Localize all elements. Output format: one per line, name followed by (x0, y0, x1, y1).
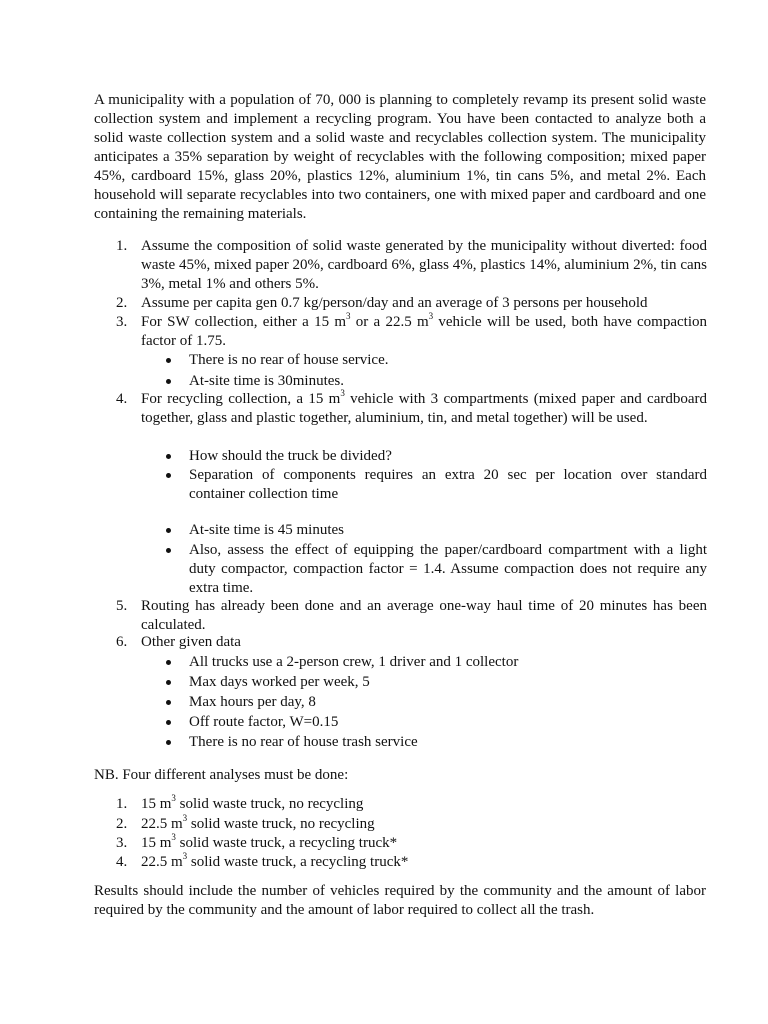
results-paragraph: Results should include the number of vehicles required by the community and the amount of labor required by the community and the amount of labor required to collect all the trash. (94, 883, 706, 918)
list-number: 3. (116, 835, 128, 851)
bullet-text: How should the truck be divided? (189, 448, 392, 464)
list-number: 4. (116, 391, 128, 407)
list-number: 1. (116, 796, 128, 812)
bullet-icon (166, 528, 171, 533)
bullet-icon (166, 680, 171, 685)
list-item-text: For recycling collection, a 15 $m^3$ vehicle with 3 compartments (mixed paper and cardboard together, glass and plastic together, aluminium, tin, and metal together) will be used. (141, 388, 708, 426)
bullet-text: At-site time is 30minutes. (189, 373, 344, 389)
bullet-icon (166, 740, 171, 745)
bullet-icon (166, 720, 171, 725)
list-number: 2. (116, 295, 128, 311)
bullet-text: Also, assess the effect of equipping the paper/cardboard compartment with a light duty compactor, compaction factor = 1.4. Assume compaction does not require any extra time. (189, 542, 707, 596)
bullet-text: Separation of components requires an extra 20 sec per location over standard container collection time (189, 467, 707, 502)
list-number: 2. (116, 816, 128, 832)
analysis-text: 15 $m^3$ solid waste truck, a recycling truck* (141, 832, 398, 851)
analysis-text: 22.5 $m^3$ solid waste truck, a recycling truck* (141, 851, 409, 870)
bullet-text: There is no rear of house service. (189, 352, 389, 368)
bullet-text: There is no rear of house trash service (189, 734, 418, 750)
list-item-text: For SW collection, either a 15 $m^3$ or a 22.5 $m^3$ vehicle will be used, both have compaction factor of 1.75. (141, 311, 707, 349)
bullet-icon (166, 548, 171, 553)
analysis-text: 22.5 $m^3$ solid waste truck, no recycling (141, 813, 375, 832)
nb-heading: NB. Four different analyses must be done: (94, 767, 349, 783)
intro-paragraph: A municipality with a population of 70, 000 is planning to completely revamp its present solid waste collection system and implement a recycling program. You have been contacted to analyze both a solid waste collection system and a solid waste and recyclables collection system. The municipality anticipates a 35% separation by weight of recyclables with the following composition; mixed paper 45%, cardboard 15%, glass 20%, plastics 12%, aluminium 1%, tin cans 5%, and metal 2%. Each household will separate recyclables into two containers, one with mixed paper and cardboard and one containing the remaining materials. (94, 92, 706, 222)
bullet-icon (166, 700, 171, 705)
bullet-text: Max days worked per week, 5 (189, 674, 370, 690)
list-item-text: Other given data (141, 634, 241, 650)
bullet-text: At-site time is 45 minutes (189, 522, 344, 538)
bullet-icon (166, 473, 171, 478)
analysis-text: 15 $m^3$ solid waste truck, no recycling (141, 793, 364, 812)
list-item-text: Routing has already been done and an average one-way haul time of 20 minutes has been calculated. (141, 598, 707, 633)
list-item-text: Assume per capita gen 0.7 kg/person/day and an average of 3 persons per household (141, 295, 648, 311)
list-number: 4. (116, 854, 128, 870)
bullet-icon (166, 454, 171, 459)
list-item-text: Assume the composition of solid waste generated by the municipality without diverted: food waste 45%, mixed paper 20%, cardboard 6%, glass 4%, plastics 14%, aluminium 2%, tin cans 3%, metal 1% and others 5%. (141, 238, 707, 292)
list-number: 1. (116, 238, 128, 254)
bullet-text: Off route factor, W=0.15 (189, 714, 339, 730)
bullet-icon (166, 379, 171, 384)
list-number: 6. (116, 634, 128, 650)
list-number: 5. (116, 598, 128, 614)
list-number: 3. (116, 314, 128, 330)
bullet-text: Max hours per day, 8 (189, 694, 316, 710)
bullet-icon (166, 660, 171, 665)
bullet-text: All trucks use a 2-person crew, 1 driver and 1 collector (189, 654, 519, 670)
bullet-icon (166, 358, 171, 363)
